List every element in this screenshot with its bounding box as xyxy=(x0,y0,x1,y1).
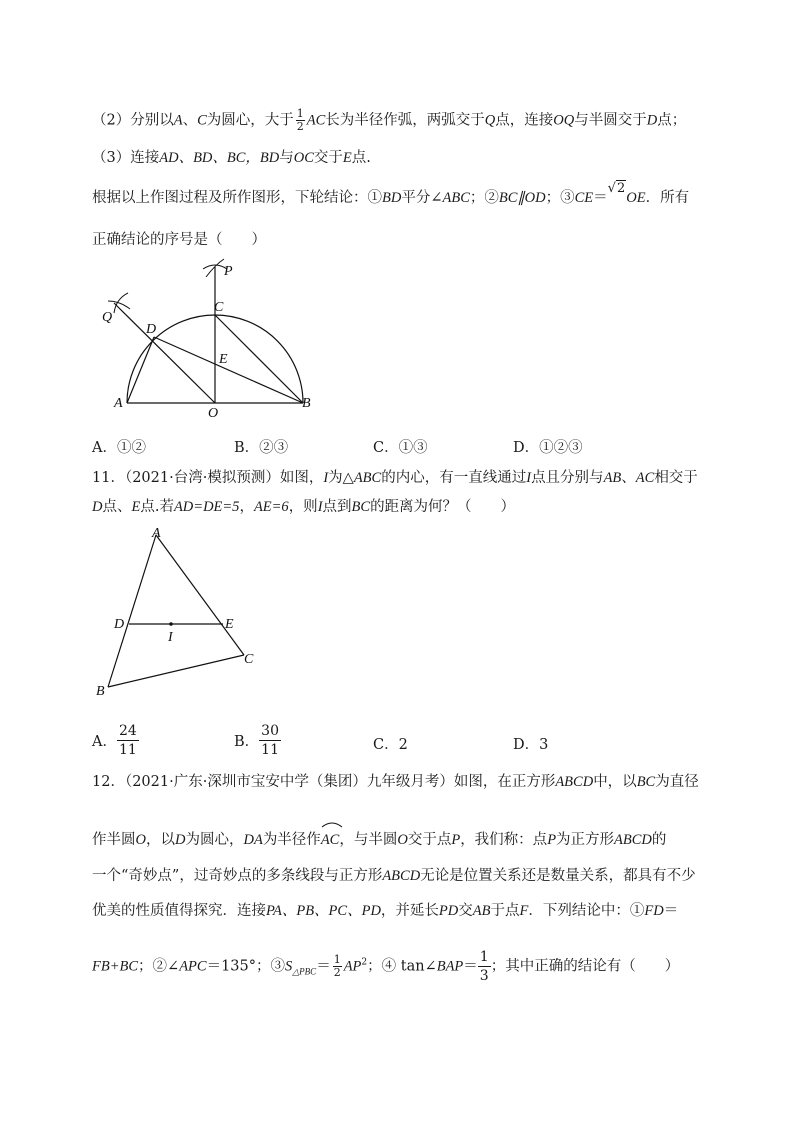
text: D xyxy=(92,499,103,515)
text: 与半圆交于 xyxy=(574,112,647,129)
text: 为直径 xyxy=(655,774,699,790)
text: E xyxy=(342,150,352,166)
numerator: 1 xyxy=(296,107,304,120)
numerator: 1 xyxy=(479,949,489,965)
text: AB xyxy=(472,903,491,919)
denominator: 11 xyxy=(261,742,279,758)
text: F xyxy=(519,903,529,919)
text: 相交于 xyxy=(654,470,698,486)
text: S xyxy=(285,958,293,975)
text: P xyxy=(451,832,461,848)
text: OQ xyxy=(553,112,575,129)
side-bc xyxy=(108,655,244,687)
text: BAP xyxy=(436,958,464,975)
text: PA、PB、PC、PD xyxy=(266,903,381,919)
text: AE=6 xyxy=(253,499,289,515)
text: ，并延长 xyxy=(380,903,439,919)
text: 根据以上作图过程及所作图形，下轮结论：① xyxy=(92,190,382,206)
text: PD xyxy=(438,903,459,919)
q12-line5 xyxy=(92,948,679,985)
text: D xyxy=(174,832,186,848)
text: 11．（2021·台湾·模拟预测）如图， xyxy=(92,470,324,486)
text: AC xyxy=(320,832,340,848)
text: ＝ xyxy=(463,958,478,975)
label-d: D xyxy=(146,322,157,337)
text: ，我们称：点 xyxy=(460,832,548,848)
arc-ac xyxy=(321,822,340,850)
denominator: 11 xyxy=(118,742,137,758)
text: A xyxy=(173,112,183,129)
denominator: 2 xyxy=(333,966,341,979)
subscript: △PBC xyxy=(292,966,317,977)
label-d: D xyxy=(114,617,125,632)
q11-line1 xyxy=(92,468,698,488)
text: ；③ xyxy=(545,190,575,206)
text: ．所有 xyxy=(645,190,690,206)
sqrt-expression: √2 xyxy=(607,181,626,196)
q12-line4 xyxy=(92,901,678,921)
text: ；②∠ xyxy=(138,958,180,975)
numerator: 30 xyxy=(261,723,279,739)
text: 平分∠ xyxy=(401,190,443,206)
text: 为△ xyxy=(328,470,354,486)
superscript: 2 xyxy=(361,957,368,968)
text: 12．（2021·广东·深圳市宝安中学（集团）九年级月考）如图，在正方形 xyxy=(92,774,556,790)
text: AD=DE=5 xyxy=(173,499,240,515)
text: 为半径作 xyxy=(262,832,321,848)
text: OC xyxy=(293,150,314,166)
text: 点，连接 xyxy=(495,112,554,129)
line-oq xyxy=(114,303,215,403)
q10-step2 xyxy=(92,108,686,133)
text: ．下列结论中：① xyxy=(528,903,645,919)
text: APC xyxy=(179,958,207,975)
text: 、 xyxy=(182,112,198,129)
text: P xyxy=(547,832,557,848)
text: BC xyxy=(351,499,371,515)
text: 的距离为何？（ ） xyxy=(370,499,516,515)
text: ， xyxy=(239,499,254,515)
label-a: A xyxy=(152,526,161,541)
q11-option-d: D．3 xyxy=(513,737,549,753)
text: ABCD xyxy=(382,868,421,884)
half-fraction xyxy=(333,954,342,979)
text: ，则 xyxy=(288,499,318,515)
text: ABC xyxy=(353,470,382,486)
text: 交 xyxy=(458,903,473,919)
text: O xyxy=(397,832,408,848)
numerator: 1 xyxy=(333,953,341,966)
label-c: C xyxy=(244,652,254,667)
text: ；其中正确的结论有（ ） xyxy=(490,958,680,975)
text: DA xyxy=(243,832,263,848)
label-q: Q xyxy=(102,310,113,325)
text: AC xyxy=(635,470,655,486)
fraction xyxy=(117,722,139,759)
radicand: 2 xyxy=(616,181,626,196)
line-bc xyxy=(215,315,303,403)
text: I xyxy=(317,499,323,515)
text: ABC xyxy=(442,190,470,206)
text: E xyxy=(131,499,141,515)
text: BD xyxy=(382,190,402,206)
text: BC∥OD xyxy=(498,190,546,206)
text: 与 xyxy=(279,150,294,166)
q10-option-b: B．②③ xyxy=(234,440,289,456)
text: O xyxy=(135,832,146,848)
q10-step3 xyxy=(92,148,371,168)
text: ABCD xyxy=(555,774,594,790)
text: ；④ tan∠ xyxy=(367,958,437,975)
text: I xyxy=(323,470,329,486)
label-o: O xyxy=(208,406,219,420)
third-fraction xyxy=(478,948,491,985)
q12-line3 xyxy=(92,866,696,886)
option-label: B． xyxy=(234,734,260,750)
text: 、 xyxy=(621,470,636,486)
text: 点； xyxy=(657,112,687,129)
label-c: C xyxy=(214,300,224,315)
denominator: 2 xyxy=(296,120,304,133)
text: （2）分别以 xyxy=(92,112,174,129)
text: ＝135°；③ xyxy=(206,958,286,975)
text: 中，以 xyxy=(593,774,637,790)
text: I xyxy=(526,470,532,486)
text: FD xyxy=(644,903,664,919)
q11-option-b xyxy=(234,722,281,759)
line-bd xyxy=(154,337,303,403)
text: ，以 xyxy=(145,832,175,848)
text: 无论是位置关系还是数量关系，都具有不少 xyxy=(420,868,696,884)
side-ab xyxy=(108,535,156,687)
text: 长为半径作弧，两弧交于 xyxy=(325,112,485,129)
text: ＝ xyxy=(316,958,331,975)
q10-option-c: C．①③ xyxy=(373,440,428,456)
text: 点. xyxy=(351,150,371,166)
text: 为正方形 xyxy=(556,832,615,848)
text: FB+BC xyxy=(92,958,139,975)
text: ABCD xyxy=(614,832,652,848)
text: AC xyxy=(306,112,326,129)
text: 点.若 xyxy=(140,499,174,515)
text: 交于 xyxy=(313,150,343,166)
label-e: E xyxy=(219,352,228,367)
text: 点、 xyxy=(102,499,132,515)
label-a: A xyxy=(114,396,123,411)
q11-option-a xyxy=(92,722,139,759)
text: 的 xyxy=(651,832,667,848)
text: ＝ xyxy=(663,903,679,919)
q10-question-end xyxy=(92,230,266,250)
label-i: I xyxy=(168,630,173,645)
q10-option-d: D．①②③ xyxy=(513,440,583,456)
text: 优美的性质值得探究．连接 xyxy=(92,903,266,919)
label-b: B xyxy=(302,396,311,411)
text: 的内心，有一直线通过 xyxy=(381,470,527,486)
q11-line2 xyxy=(92,497,515,517)
fraction xyxy=(259,722,281,759)
text: AB xyxy=(603,470,622,486)
q12-line1 xyxy=(92,772,699,792)
text: 点到 xyxy=(322,499,352,515)
text: Q xyxy=(484,112,496,129)
text: 为圆心，大于 xyxy=(206,112,294,129)
option-label: A． xyxy=(92,734,117,750)
text: OE xyxy=(626,190,646,206)
text: BC xyxy=(636,774,656,790)
point-i xyxy=(169,622,173,626)
text: ，与半圆 xyxy=(339,832,398,848)
text: AP xyxy=(343,958,362,975)
q10-conclusions xyxy=(92,181,690,209)
q10-option-a: A．①② xyxy=(92,440,146,456)
text: 交于点 xyxy=(407,832,452,848)
label-b: B xyxy=(96,684,105,699)
text: （3）连接 xyxy=(92,150,160,166)
q12-line2 xyxy=(92,822,666,850)
text: D xyxy=(646,112,658,129)
arc-symbol xyxy=(321,820,343,828)
text: ＝ xyxy=(593,190,608,206)
half-fraction xyxy=(296,108,305,133)
numerator: 24 xyxy=(118,723,137,739)
label-p: P xyxy=(224,264,233,279)
q11-figure xyxy=(92,525,272,700)
text: 点且分别与 xyxy=(531,470,604,486)
text: ；② xyxy=(469,190,499,206)
text: 正确结论的序号是（ ） xyxy=(92,232,266,248)
line-ad xyxy=(127,337,154,403)
text: C xyxy=(197,112,207,129)
text: CE xyxy=(574,190,594,206)
q11-option-c: C．2 xyxy=(373,737,408,753)
text: 于点 xyxy=(490,903,520,919)
text: 作半圆 xyxy=(92,832,136,848)
denominator: 3 xyxy=(479,968,489,984)
text: 为圆心， xyxy=(185,832,244,848)
text: 一个“奇妙点”，过奇妙点的多条线段与正方形 xyxy=(92,868,383,884)
q10-figure xyxy=(96,255,326,420)
text: AD、BD、BC，BD xyxy=(159,150,280,166)
label-e: E xyxy=(225,617,234,632)
